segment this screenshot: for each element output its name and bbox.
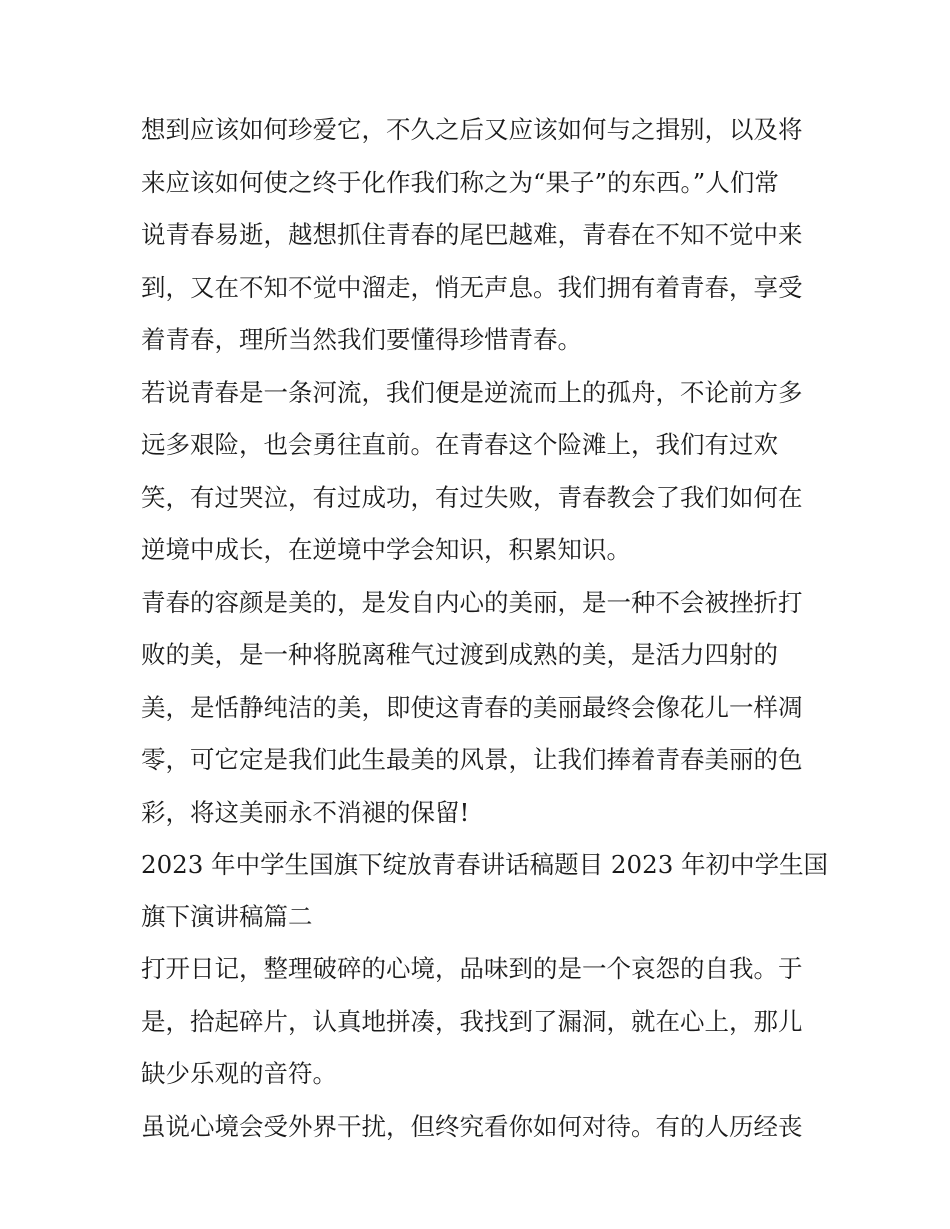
text-line: 笑，有过哭泣，有过成功，有过失败，青春教会了我们如何在 <box>141 482 803 512</box>
text-line: 打开日记，整理破碎的心境，品味到的是一个哀怨的自我。于 <box>141 954 803 983</box>
text-line: 逆境中成长，在逆境中学会知识，积累知识。 <box>141 535 631 564</box>
paragraph-5 <box>141 1101 813 1154</box>
text-line: 远多艰险，也会勇往直前。在青春这个险滩上，我们有过欢 <box>141 430 778 459</box>
text-line: 若说青春是一条河流，我们便是逆流而上的孤舟，不论前方多 <box>141 377 803 407</box>
text-line: 彩，将这美丽永不消褪的保留! <box>141 797 470 827</box>
text-line: 缺少乐观的音符。 <box>141 1059 337 1088</box>
text-line: 是，拾起碎片，认真地拼凑，我找到了漏洞，就在心上，那儿 <box>141 1006 803 1036</box>
text-line: 来应该如何使之终于化作我们称之为“果子”的东西。”人们常 <box>141 167 779 197</box>
text-line: 到，又在不知不觉中溜走，悄无声息。我们拥有着青春，享受 <box>141 272 803 302</box>
text-line: 虽说心境会受外界干扰，但终究看你如何对待。有的人历经丧 <box>141 1111 803 1141</box>
heading-line: 2023 年中学生国旗下绽放青春讲话稿题目 2023 年初中学生国 <box>141 850 829 879</box>
text-line: 败的美，是一种将脱离稚气过渡到成熟的美，是活力四射的 <box>141 640 778 669</box>
text-line: 着青春，理所当然我们要懂得珍惜青春。 <box>141 325 582 354</box>
text-line: 零，可它定是我们此生最美的风景，让我们捧着青春美丽的色 <box>141 745 803 774</box>
text-line: 美，是恬静纯洁的美，即使这青春的美丽最终会像花儿一样凋 <box>141 692 803 722</box>
paragraph-2 <box>141 367 813 577</box>
paragraph-4 <box>141 943 813 1101</box>
text-line: 青春的容颜是美的，是发自内心的美丽，是一种不会被挫折打 <box>141 587 803 617</box>
text-line: 想到应该如何珍爱它，不久之后又应该如何与之揖别，以及将 <box>141 115 803 144</box>
paragraph-3 <box>141 577 813 840</box>
text-line: 说青春易逝，越想抓住青春的尾巴越难，青春在不知不觉中来 <box>141 220 803 249</box>
heading-line: 旗下演讲稿篇二 <box>141 902 313 931</box>
paragraph-1 <box>141 104 813 367</box>
document-body <box>141 104 829 1153</box>
section-heading <box>141 839 829 943</box>
